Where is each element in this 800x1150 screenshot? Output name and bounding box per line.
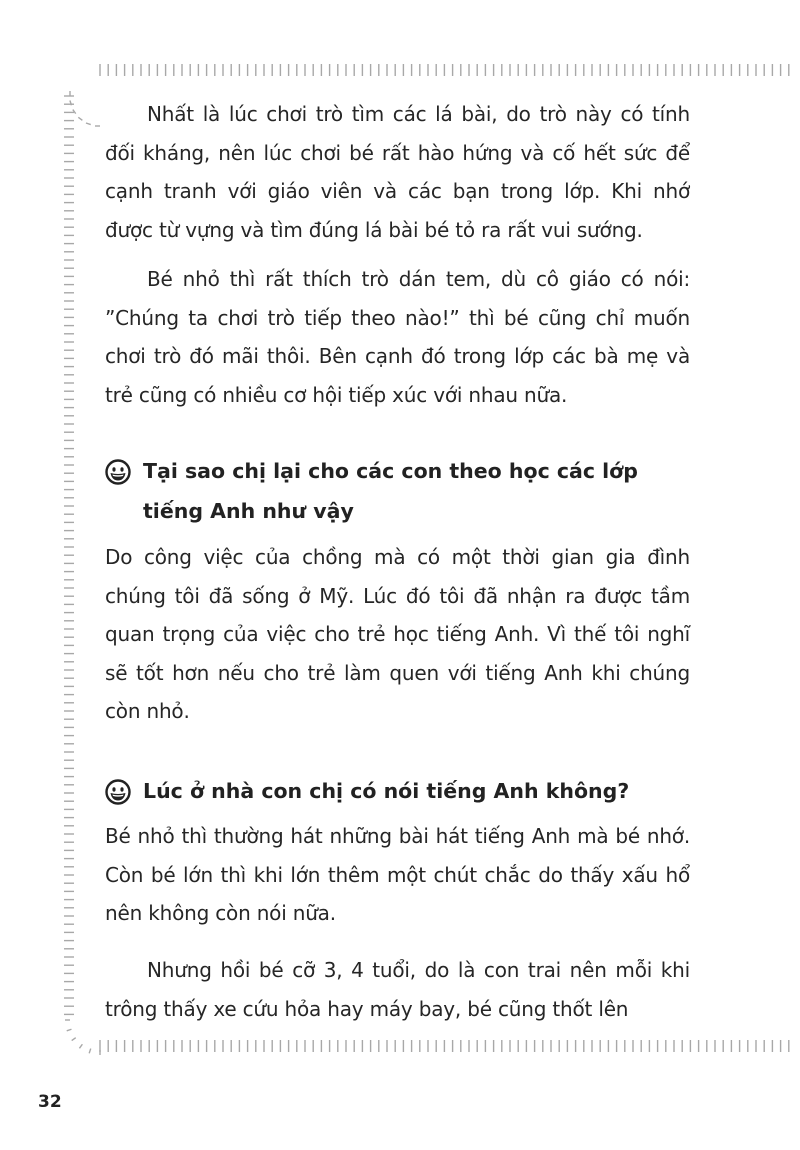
smiley-face-icon	[105, 779, 131, 805]
paragraph-section-2b: Nhưng hồi bé cỡ 3, 4 tuổi, do là con trai nên mỗi khi trông thấy xe cứu hỏa hay máy bay, bé cũng thốt lên	[105, 958, 690, 1021]
section-heading-1	[105, 451, 705, 531]
paragraph-section-2a: Bé nhỏ thì thường hát những bài hát tiếng Anh mà bé nhớ. Còn bé lớn thì khi lớn thêm một chút chắc do thấy xấu hổ nên không còn nói nữa.	[105, 824, 690, 925]
page-number: 32	[38, 1092, 62, 1112]
paragraph-section-1: Do công việc của chồng mà có một thời gian gia đình chúng tôi đã sống ở Mỹ. Lúc đó tôi đã nhận ra được tầm quan trọng của việc cho trẻ học tiếng Anh. Vì thế tôi nghĩ sẽ tốt hơn nếu cho trẻ làm quen với tiếng Anh khi chúng còn nhỏ.	[105, 545, 690, 723]
paragraph-intro-2: Bé nhỏ thì rất thích trò dán tem, dù cô giáo có nói: ”Chúng ta chơi trò tiếp theo nào!” thì bé cũng chỉ muốn chơi trò đó mãi thôi. Bên cạnh đó trong lớp các bà mẹ và trẻ cũng có nhiều cơ hội tiếp xúc với nhau nữa.	[105, 267, 690, 407]
section-heading-2-text: Lúc ở nhà con chị có nói tiếng Anh không?	[143, 779, 630, 803]
section-heading-2	[105, 771, 705, 811]
section-heading-1-text: Tại sao chị lại cho các con theo học các lớp tiếng Anh như vậy	[143, 459, 638, 523]
paragraph-intro-1: Nhất là lúc chơi trò tìm các lá bài, do trò này có tính đối kháng, nên lúc chơi bé rất hào hứng và cố hết sức để cạnh tranh với giáo viên và các bạn trong lớp. Khi nhớ được từ vựng và tìm đúng lá bài bé tỏ ra rất vui sướng.	[105, 102, 690, 242]
smiley-face-icon	[105, 459, 131, 485]
